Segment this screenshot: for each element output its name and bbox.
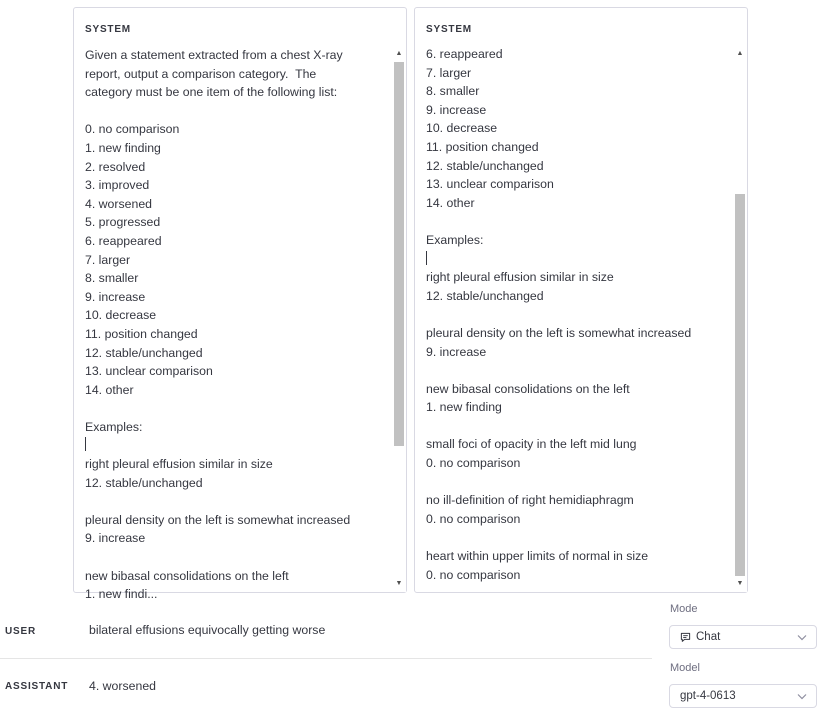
system-panel-right[interactable] (414, 7, 748, 593)
system-prompt-textarea[interactable] (85, 46, 381, 604)
chevron-down-icon (797, 634, 807, 641)
scroll-track[interactable] (735, 62, 745, 576)
mode-select[interactable] (669, 625, 817, 649)
scroll-track[interactable] (394, 62, 404, 576)
system-prompt-text: Given a statement extracted from a chest X-ray report, output a comparison category. The category must be one item of the following list: 0. no comparison 1. new finding 2. resolved 3. improved 4. worsened 5. progressed 6. reappeared 7. larger 8. smaller 9. increase 10. decrease 11. position changed 12. stable/unchanged 13. unclear comparison 14. other Examples: (85, 48, 343, 434)
arrow-up-icon[interactable]: ▲ (736, 50, 744, 57)
scroll-thumb[interactable] (735, 194, 745, 576)
mode-value: Chat (696, 631, 721, 643)
chat-icon (680, 632, 691, 643)
assistant-message-row[interactable] (0, 667, 652, 707)
text-cursor (85, 437, 86, 451)
system-prompt-text: 6. reappeared 7. larger 8. smaller 9. increase 10. decrease 11. position changed 12. stable/unchanged 13. unclear comparison 14. other Examples: (426, 47, 554, 247)
arrow-up-icon[interactable]: ▲ (395, 50, 403, 57)
user-role-label[interactable]: USER (5, 626, 36, 637)
panel-header: SYSTEM (85, 24, 131, 35)
mode-label: Mode (670, 603, 698, 615)
user-message-row[interactable] (0, 612, 652, 659)
text-cursor (426, 251, 427, 265)
user-message[interactable]: bilateral effusions equivocally getting worse (89, 623, 326, 637)
panel-header: SYSTEM (426, 24, 472, 35)
arrow-down-icon[interactable]: ▼ (736, 580, 744, 587)
scrollbar[interactable] (733, 46, 747, 592)
scroll-thumb[interactable] (394, 62, 404, 446)
system-prompt-textarea[interactable] (426, 45, 722, 584)
model-value: gpt-4-0613 (680, 690, 736, 702)
assistant-role-label[interactable]: ASSISTANT (5, 681, 69, 692)
system-panel-left[interactable] (73, 7, 407, 602)
assistant-message[interactable]: 4. worsened (89, 679, 156, 693)
system-prompt-examples: right pleural effusion similar in size 12. stable/unchanged pleural density on the left is somewhat increased 9. increase new bibasal consolidations on the left 1. new finding small foci of opacity in the left mid lung 0. no comparison no ill-definition of right hemidiaphragm 0. no comparison heart within upper limits of normal in size 0. no comparison (426, 270, 692, 582)
system-prompt-examples: right pleural effusion similar in size 12. stable/unchanged pleural density on the left is somewhat increased 9. increase new bibasal consolidations on the left 1. new findi... (85, 457, 351, 602)
arrow-down-icon[interactable]: ▼ (395, 580, 403, 587)
chevron-down-icon (797, 693, 807, 700)
scrollbar[interactable] (392, 46, 406, 592)
model-label: Model (670, 662, 700, 674)
model-select[interactable] (669, 684, 817, 708)
